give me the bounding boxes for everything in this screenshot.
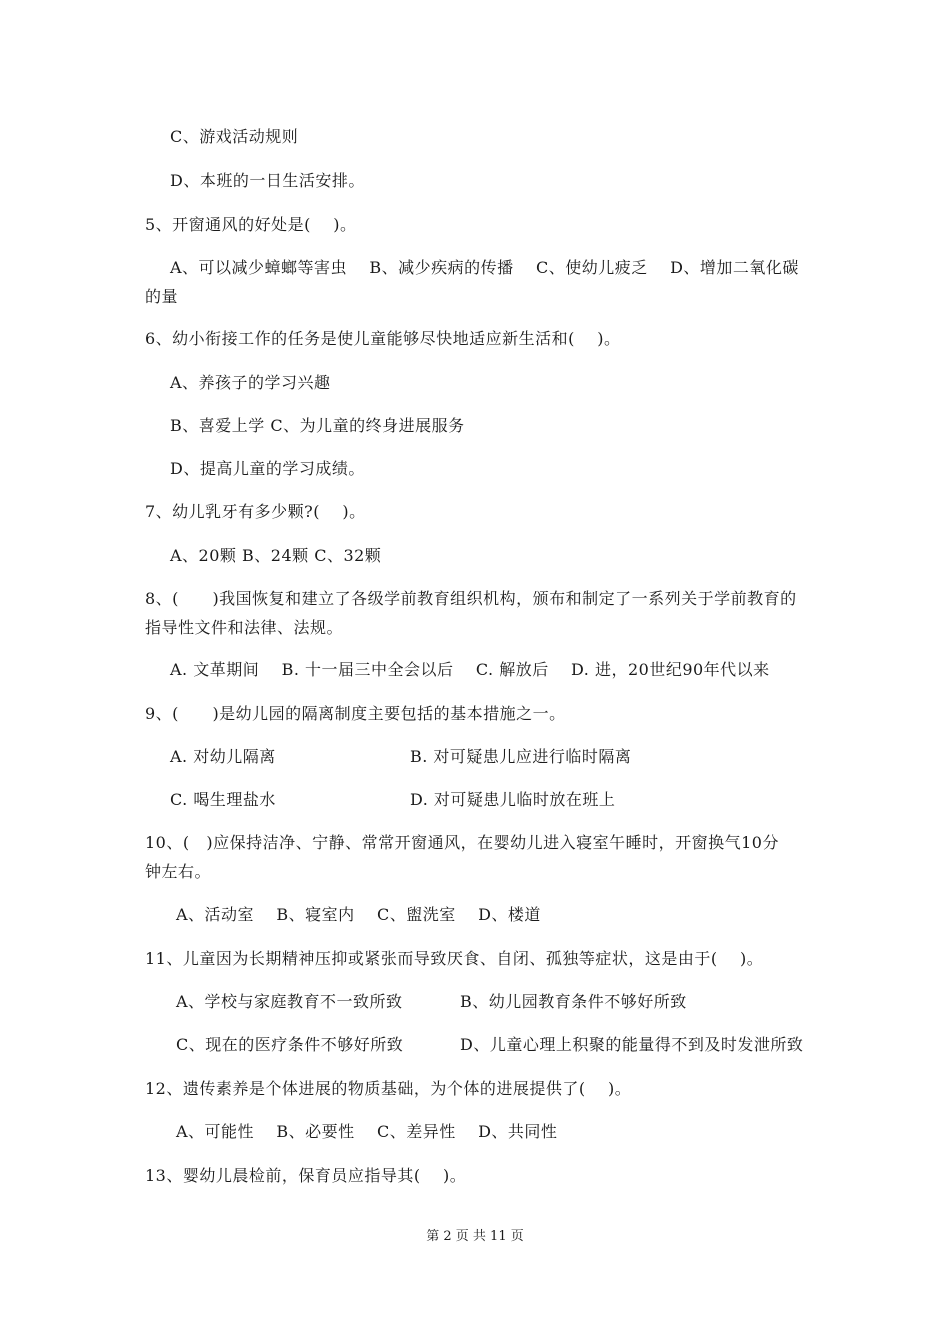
q11-option-a: A、学校与家庭教育不一致所致 — [176, 992, 403, 1011]
q7-options: A、20颗 B、24颗 C、32颗 — [170, 546, 382, 565]
q5-options: A、可以减少蟑螂等害虫 B、减少疾病的传播 C、使幼儿疲乏 D、增加二氧化碳 — [170, 258, 799, 277]
q6-option-d: D、提高儿童的学习成绩。 — [170, 459, 365, 478]
q12-options: A、可能性 B、必要性 C、差异性 D、共同性 — [176, 1122, 558, 1141]
q6-option-a: A、养孩子的学习兴趣 — [170, 373, 331, 392]
q4-option-d: D、本班的一日生活安排。 — [170, 171, 365, 190]
question-7: 7、幼儿乳牙有多少颗?( )。 — [145, 502, 366, 521]
q11-option-b: B、幼儿园教育条件不够好所致 — [460, 992, 687, 1011]
page-footer: 第 2 页 共 11 页 — [426, 1229, 524, 1244]
q4-option-c: C、游戏活动规则 — [170, 127, 299, 146]
question-13: 13、婴幼儿晨检前，保育员应指导其( )。 — [145, 1166, 467, 1185]
question-11: 11、儿童因为长期精神压抑或紧张而导致厌食、自闭、孤独等症状，这是由于( )。 — [145, 949, 764, 968]
q10-options: A、活动室 B、寝室内 C、盥洗室 D、楼道 — [176, 905, 541, 924]
question-9: 9、( )是幼儿园的隔离制度主要包括的基本措施之一。 — [145, 704, 566, 723]
q11-option-c: C、现在的医疗条件不够好所致 — [176, 1035, 404, 1054]
q9-option-a: A. 对幼儿隔离 — [170, 747, 276, 766]
question-12: 12、遗传素养是个体进展的物质基础，为个体的进展提供了( )。 — [145, 1079, 632, 1098]
q9-option-d: D. 对可疑患儿临时放在班上 — [410, 790, 616, 809]
question-10: 10、( )应保持洁净、宁静、常常开窗通风，在婴幼儿进入寝室午睡时，开窗换气10分 — [145, 833, 779, 852]
q6-option-bc: B、喜爱上学 C、为儿童的终身进展服务 — [170, 416, 465, 435]
q8-options: A. 文革期间 B. 十一届三中全会以后 C. 解放后 D. 进，20世纪90年代以来 — [170, 660, 770, 679]
question-6: 6、幼小衔接工作的任务是使儿童能够尽快地适应新生活和( )。 — [145, 329, 621, 348]
question-8-continued: 指导性文件和法律、法规。 — [145, 618, 344, 637]
question-10-continued: 钟左右。 — [145, 862, 212, 881]
q9-option-c: C. 喝生理盐水 — [170, 790, 276, 809]
question-8: 8、( )我国恢复和建立了各级学前教育组织机构，颁布和制定了一系列关于学前教育的 — [145, 589, 797, 608]
q5-options-continued: 的量 — [145, 287, 179, 306]
question-5: 5、开窗通风的好处是( )。 — [145, 215, 357, 234]
q11-option-d: D、儿童心理上积聚的能量得不到及时发泄所致 — [460, 1035, 804, 1054]
q9-option-b: B. 对可疑患儿应进行临时隔离 — [410, 747, 632, 766]
